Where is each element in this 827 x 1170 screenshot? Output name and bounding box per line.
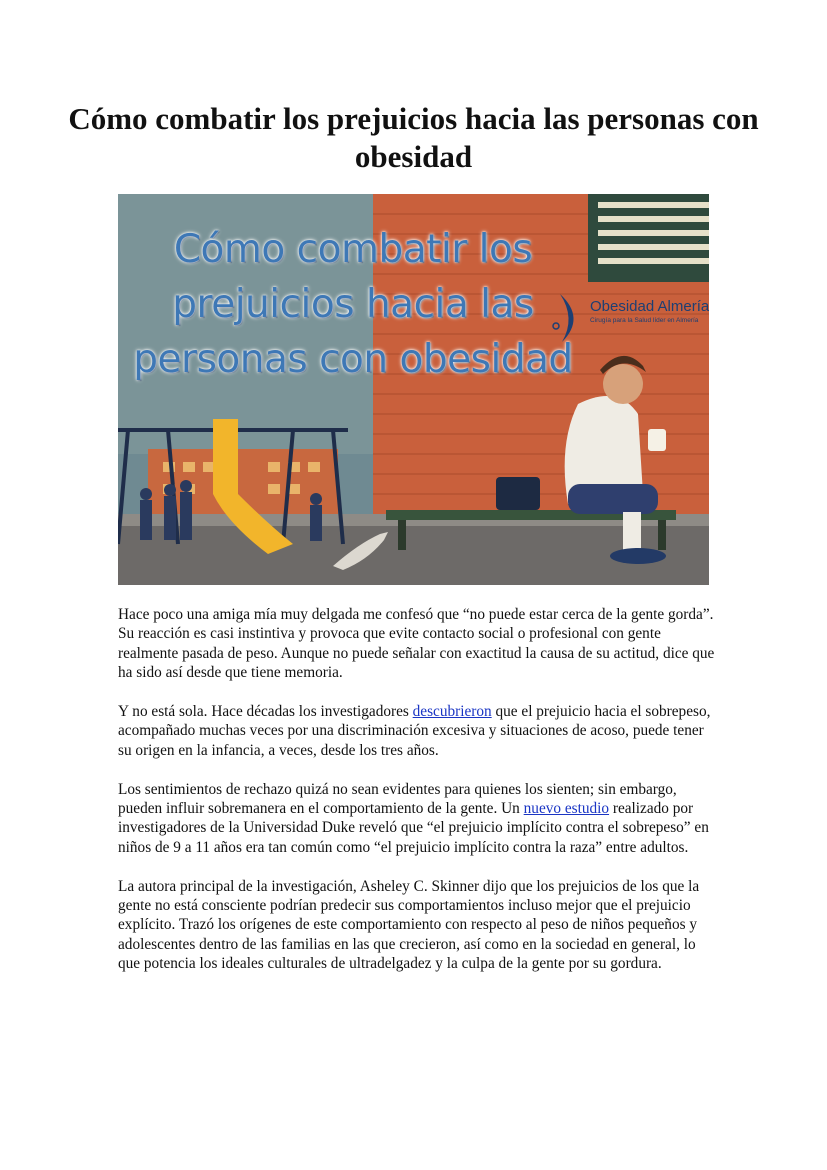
hero-overlay-text: Cómo combatir los prejuicios hacia las personas con obesidad (133, 227, 573, 382)
paragraph-1: Hace poco una amiga mía muy delgada me confesó que “no puede estar cerca de la gente gorda”. Su reacción es casi instintiva y provoca que evite contacto social o profesional con gente realmente pasada de peso. Aunque no puede señalar con exactitud la causa de su actitud, dice que ha sido así desde que tiene memoria. (118, 606, 715, 682)
brand-logo (550, 290, 709, 350)
hero-illustration (118, 194, 709, 585)
nuevo-estudio-link[interactable]: nuevo estudio (523, 800, 610, 818)
logo-tagline: Cirugía para la Salud líder en Almería (590, 317, 699, 324)
article-title: Cómo combatir los prejuicios hacia las personas con obesidad (68, 101, 759, 174)
crescent-logo-icon (550, 290, 590, 346)
paragraph-2-text-end: que el prejuicio hacia el sobrepeso, acompañado muchas veces por una discriminación excesiva y situaciones de acoso, puede tener su origen en la infancia, a veces, desde los tres años. (118, 703, 711, 759)
descubrieron-link[interactable]: descubrieron (412, 703, 492, 721)
paragraph-3-text-end: realizado por investigadores de la Universidad Duke reveló que “el prejuicio implícito contra el sobrepeso” en niños de 9 a 11 años era tan común como “el prejuicio implícito contra la raza” entre adultos. (118, 800, 709, 856)
paragraph-2-text-start: Y no está sola. Hace décadas los investigadores (118, 703, 413, 721)
paragraph-2 (118, 702, 718, 760)
article-body (118, 605, 718, 993)
paragraph-3-text-start: Los sentimientos de rechazo quizá no sean evidentes para quienes los sienten; sin embargo, pueden influir sobremanera en el comportamiento de la gente. Un (118, 780, 677, 818)
paragraph-4: La autora principal de la investigación, Asheley C. Skinner dijo que los prejuicios de los que la gente no está consciente podrían predecir sus comportamientos incluso mejor que el prejuicio explícito. Trazó los orígenes de este comportamiento con respecto al peso de niños pequeños y adolescentes dentro de las familias en las que crecieron, así como en la sociedad en general, lo que potencia los ideales culturales de ultradelgadez y la culpa de la gente por su gordura. (118, 877, 700, 973)
bag (496, 477, 540, 510)
logo-name: Obesidad Almería (590, 298, 709, 315)
paragraph-3 (118, 780, 718, 858)
